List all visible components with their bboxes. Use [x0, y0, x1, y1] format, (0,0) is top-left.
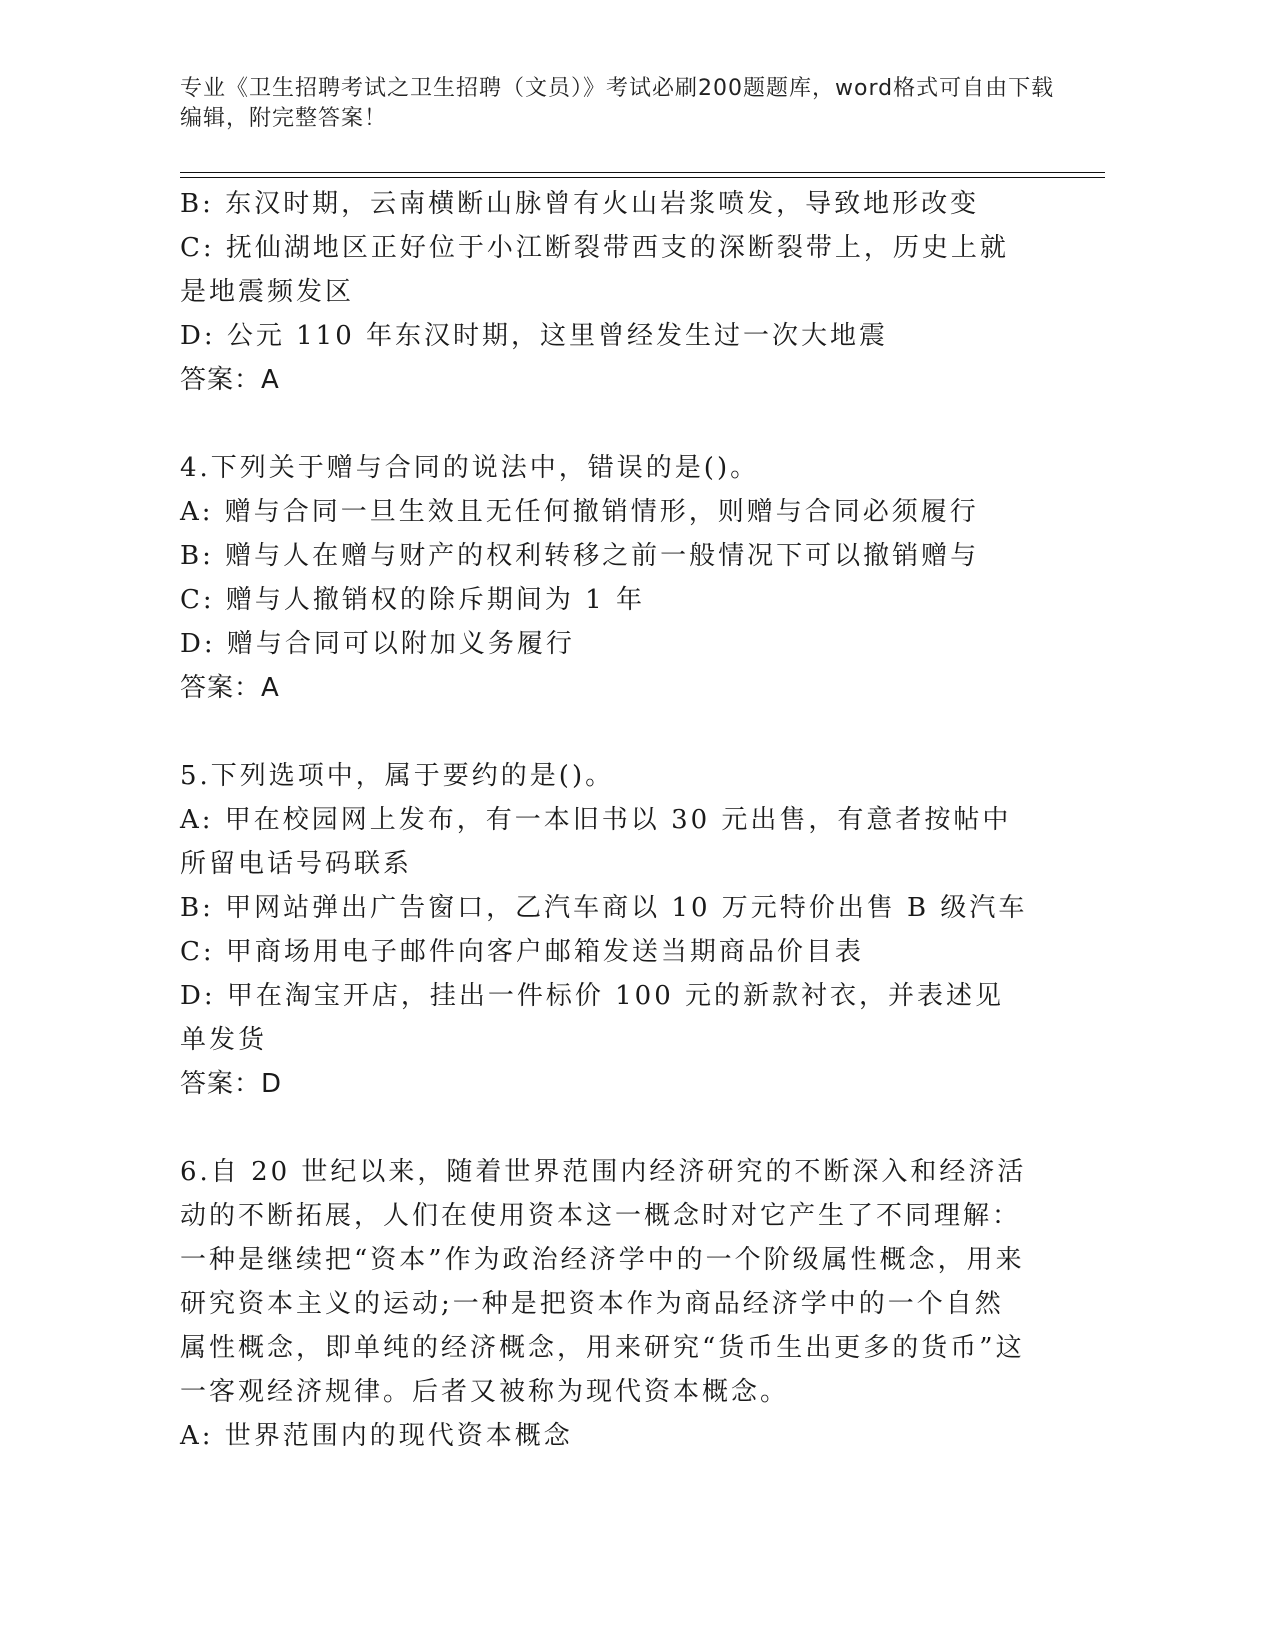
q3-option-c: C: 抚仙湖地区正好位于小江断裂带西支的深断裂带上，历史上就是地震频发区: [180, 233, 1009, 307]
question-3: [180, 182, 1030, 402]
q5-stem: 5.下列选项中，属于要约的是()。: [180, 761, 615, 791]
q4-stem: 4.下列关于赠与合同的说法中，错误的是()。: [180, 453, 760, 483]
q5-answer: 答案：D: [180, 1069, 283, 1099]
q5-option-d: D: 甲在淘宝开店，挂出一件标价 100 元的新款衬衣，并表述见单发货: [180, 981, 1005, 1055]
q3-answer: 答案：A: [180, 365, 280, 395]
header-divider: [180, 172, 1105, 178]
q5-option-c: C: 甲商场用电子邮件向客户邮箱发送当期商品价目表: [180, 937, 864, 967]
question-4: [180, 446, 1030, 710]
q3-option-b: B: 东汉时期，云南横断山脉曾有火山岩浆喷发，导致地形改变: [180, 189, 980, 219]
q5-option-a: A: 甲在校园网上发布，有一本旧书以 30 元出售，有意者按帖中所留电话号码联系: [180, 805, 1012, 879]
q4-answer: 答案：A: [180, 673, 280, 703]
q4-option-a: A: 赠与合同一旦生效且无任何撤销情形，则赠与合同必须履行: [180, 497, 979, 527]
q4-option-c: C: 赠与人撤销权的除斥期间为 1 年: [180, 585, 645, 615]
question-content: [180, 182, 1030, 1458]
spacer: [180, 710, 1030, 754]
q6-option-a: A: 世界范围内的现代资本概念: [180, 1421, 573, 1451]
question-5: [180, 754, 1030, 1106]
spacer: [180, 402, 1030, 446]
question-6: [180, 1150, 1030, 1458]
document-header: 专业《卫生招聘考试之卫生招聘（文员）》考试必刷200题题库，word格式可自由下载编辑，附完整答案！: [180, 76, 1055, 131]
spacer: [180, 1106, 1030, 1150]
q4-option-d: D: 赠与合同可以附加义务履行: [180, 629, 575, 659]
q5-option-b: B: 甲网站弹出广告窗口，乙汽车商以 10 万元特价出售 B 级汽车: [180, 893, 1028, 923]
q6-stem: 6.自 20 世纪以来，随着世界范围内经济研究的不断深入和经济活动的不断拓展，人们在使用资本这一概念时对它产生了不同理解：一种是继续把“资本”作为政治经济学中的一个阶级属性概念，用来研究资本主义的运动;一种是把资本作为商品经济学中的一个自然属性概念，即单纯的经济概念，用来研究“货币生出更多的货币”这一客观经济规律。后者又被称为现代资本概念。: [180, 1157, 1027, 1407]
q3-option-d: D: 公元 110 年东汉时期，这里曾经发生过一次大地震: [180, 321, 889, 351]
q4-option-b: B: 赠与人在赠与财产的权利转移之前一般情况下可以撤销赠与: [180, 541, 980, 571]
